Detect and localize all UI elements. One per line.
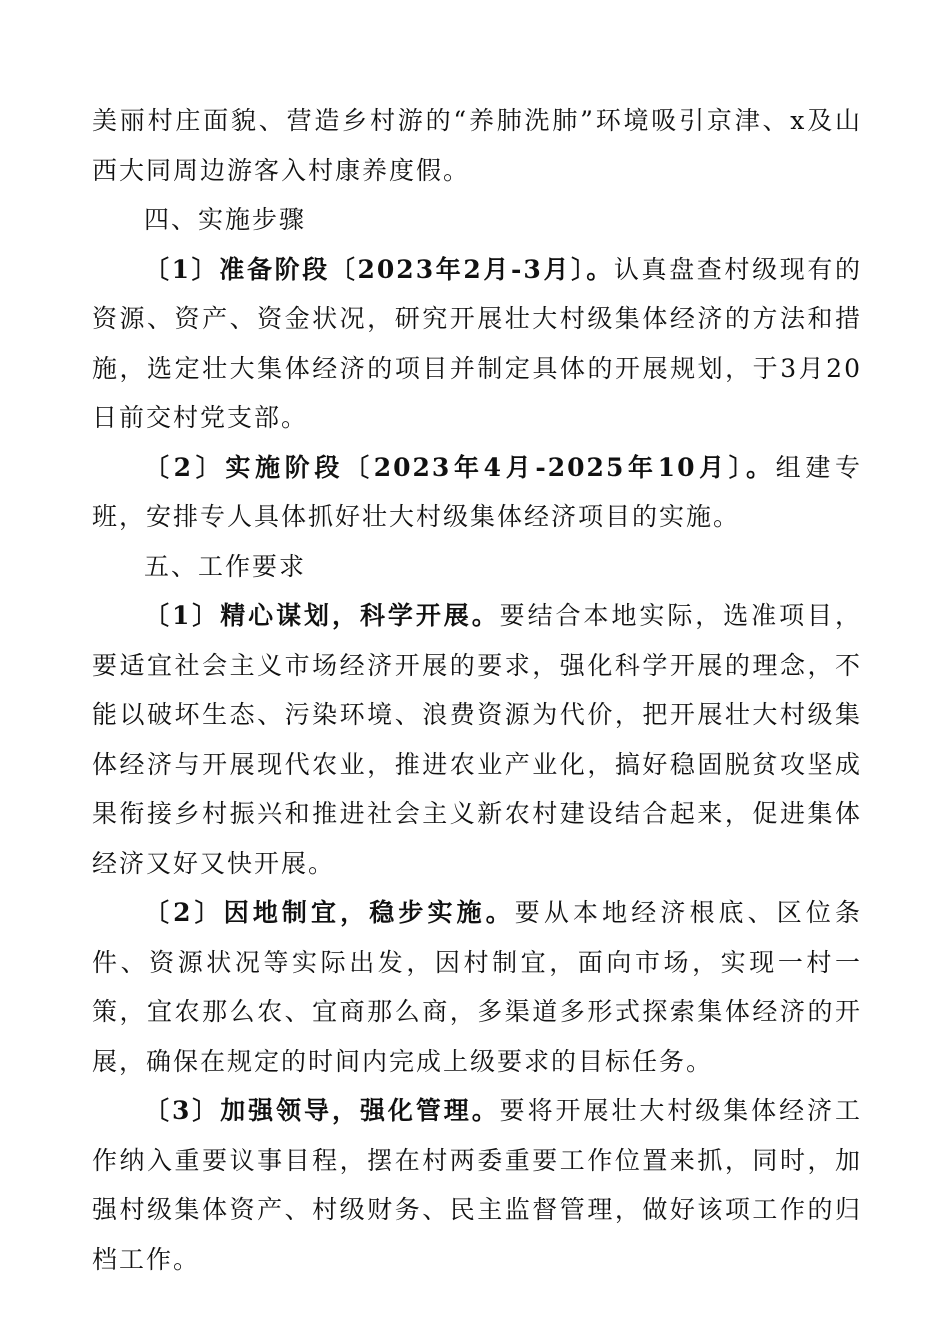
paragraph-strengthen-leadership [92, 1086, 862, 1284]
paragraph-lead: 〔1〕准备阶段〔2023年2月-3月〕。 [144, 254, 614, 284]
paragraph-lead: 〔2〕因地制宜，稳步实施。 [144, 898, 515, 927]
paragraph-lead: 〔2〕实施阶段〔2023年4月-2025年10月〕。 [144, 452, 776, 482]
paragraph-body: 组建专班，安排专人具体抓好壮大村级集体经济项目的实施。 [92, 452, 862, 531]
paragraph-preparation-stage [92, 245, 862, 443]
paragraph-implementation-stage [92, 443, 862, 542]
document-page [92, 96, 862, 1284]
paragraph-careful-planning [92, 591, 862, 888]
paragraph-body: 要结合本地实际，选准项目，要适宜社会主义市场经济开展的要求，强化科学开展的理念，不能以破坏生态、污染环境、浪费资源为代价，把开展壮大村级集体经济与开展现代农业，推进农业产业化，搞好稳固脱贫攻坚成果衔接乡村振兴和推进社会主义新农村建设结合起来，促进集体经济又好又快开展。 [92, 601, 862, 878]
paragraph-text: 美丽村庄面貌、营造乡村游的“养肺洗肺”环境吸引京津、x及山西大同周边游客入村康养度假。 [92, 106, 862, 185]
paragraph-body: 认真盘查村级现有的资源、资产、资金状况，研究开展壮大村级集体经济的方法和措施，选定壮大集体经济的项目并制定具体的开展规划，于3月20日前交村党支部。 [92, 254, 862, 432]
paragraph-local-conditions [92, 888, 862, 1086]
paragraph-continuation [92, 96, 862, 195]
paragraph-body: 要将开展壮大村级集体经济工作纳入重要议事目程，摆在村两委重要工作位置来抓，同时，加强村级集体资产、村级财务、民主监督管理，做好该项工作的归档工作。 [92, 1096, 862, 1274]
paragraph-body: 要从本地经济根底、区位条件、资源状况等实际出发，因村制宜，面向市场，实现一村一策，宜农那么农、宜商那么商，多渠道多形式探索集体经济的开展，确保在规定的时间内完成上级要求的目标任务。 [92, 898, 862, 1076]
section-heading-work-requirements: 五、工作要求 [144, 551, 307, 581]
paragraph-lead: 〔3〕加强领导，强化管理。 [144, 1096, 500, 1125]
section-heading-implementation-steps: 四、实施步骤 [144, 205, 307, 234]
paragraph-lead: 〔1〕精心谋划，科学开展。 [144, 601, 500, 630]
